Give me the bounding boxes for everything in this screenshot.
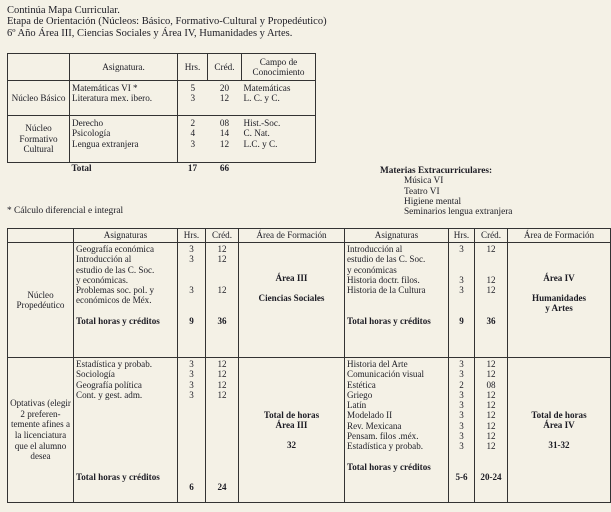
cred-value: 12 [486, 389, 496, 400]
cred-value: 12 [219, 138, 230, 149]
nucleo-formativo-hrs [178, 116, 208, 163]
cred-value: 12 [217, 244, 227, 254]
optativas-left-hrs [178, 358, 206, 503]
right-total-hrs: 5-6 [455, 471, 468, 482]
subject-name: y económicas [347, 264, 397, 275]
nucleo-basico-hrs [178, 81, 208, 116]
subject-name: Estadística y probab. [347, 441, 424, 452]
subject-name: y económicas. [76, 274, 129, 285]
hrs-value: 3 [189, 254, 194, 265]
left-total-label: Total horas y créditos [76, 472, 160, 483]
propedeutico-right-cred [475, 243, 508, 358]
hrs-value: 3 [190, 138, 196, 149]
optativas-left-subjects [74, 358, 178, 503]
right-total-cred: 36 [486, 316, 496, 327]
cred-value: 12 [217, 389, 227, 400]
cred-value: 12 [486, 420, 496, 431]
optativas-left-cred [206, 358, 239, 503]
nucleo-basico-subjects [70, 81, 178, 116]
area-iv-subtitle: Humanidades y Artes [532, 292, 587, 314]
hrs-value: 4 [190, 128, 196, 139]
cred-value: 12 [217, 359, 227, 369]
subject-name: Derecho [72, 118, 104, 128]
core-subjects-table [7, 53, 316, 175]
hrs-value: 3 [459, 389, 464, 400]
col-header-hrs: Hrs. [178, 229, 206, 243]
col-header-cred: Créd. [206, 229, 239, 243]
cred-value: 08 [486, 379, 496, 390]
subject-name: Estética [347, 379, 376, 390]
subject-name: Estadística y probab. [76, 359, 153, 369]
hrs-value: 3 [190, 93, 196, 104]
cred-value: 12 [217, 369, 227, 380]
subject-name: económicos de Méx. [76, 295, 152, 306]
right-total-hrs: 9 [459, 316, 464, 327]
cred-value: 12 [217, 285, 227, 296]
subject-name: Lengua extranjera [72, 138, 139, 149]
hrs-value: 3 [459, 431, 464, 442]
subject-name: Historia del Arte [347, 359, 408, 369]
nucleo-basico-campo [242, 81, 316, 116]
header-row [8, 229, 611, 243]
hrs-value: 3 [459, 285, 464, 296]
extracurricular-title: Materias Extracurriculares: [380, 166, 493, 176]
nucleo-basico-cred [208, 81, 242, 116]
cred-value: 12 [486, 285, 496, 296]
hrs-value: 3 [189, 379, 194, 390]
footnote: * Cálculo diferencial e integral [7, 206, 124, 216]
nucleo-basico-label: Núcleo Básico [8, 81, 70, 116]
col-header-blank [8, 229, 74, 243]
subject-name: Geografía política [76, 379, 142, 390]
subject-name: Literatura mex. ibero. [72, 93, 153, 104]
area-iv-total-value: 31-32 [548, 440, 570, 451]
area-iv-cell [508, 243, 611, 358]
hrs-value: 2 [190, 118, 196, 128]
cred-value: 14 [219, 128, 230, 139]
subject-name: Problemas soc. pol. y [76, 285, 155, 296]
hrs-value: 3 [459, 274, 464, 285]
propedeutico-label: Núcleo Propedéutico [8, 243, 74, 358]
col-header-cred: Créd. [475, 229, 508, 243]
hrs-value: 3 [459, 420, 464, 431]
area-iii-total-value: 32 [286, 440, 297, 451]
table-row [8, 243, 611, 358]
header-line-3: 6º Año Área III, Ciencias Sociales y Área IV, Humanidades y Artes. [7, 28, 293, 39]
cred-value: 12 [486, 369, 496, 380]
nucleo-formativo-campo [242, 116, 316, 163]
extracurricular-item: Higiene mental [404, 196, 462, 207]
area-iii-total-title: Total de horas Área III [263, 409, 320, 430]
col-header-asignatura: Asignatura. [70, 54, 178, 81]
subject-name: Rev. Mexicana [347, 420, 402, 431]
propedeutico-left-cred [206, 243, 239, 358]
right-total-label: Total horas y créditos [347, 461, 431, 472]
hrs-value: 3 [459, 369, 464, 380]
col-header-cred: Créd. [208, 54, 242, 81]
area-iv-total-title: Total de horas Área IV [531, 409, 587, 430]
propedeutico-right-subjects [345, 243, 449, 358]
subject-name: Sociología [76, 369, 115, 380]
cred-value: 12 [486, 244, 496, 254]
right-total-cred: 20-24 [480, 471, 502, 482]
area-iii-subtitle: Ciencias Sociales [258, 293, 325, 303]
extracurricular-item: Seminarios lengua extranjera [404, 207, 513, 218]
subject-name: Geografía económica [76, 244, 155, 254]
total-row [8, 163, 316, 176]
optativas-label: Optativas (elegir 2 preferen-temente afines a la licenciatura que el alumno desea [8, 358, 74, 503]
hrs-value: 3 [189, 359, 194, 369]
nucleo-formativo-label: Núcleo Formativo Cultural [8, 116, 70, 163]
propedeutico-left-subjects [74, 243, 178, 358]
subject-name: Matemáticas VI * [72, 83, 138, 93]
hrs-value: 3 [459, 244, 464, 254]
col-header-area: Área de Formación [508, 229, 611, 243]
subject-name: Griego [347, 389, 373, 400]
hrs-value: 3 [459, 410, 464, 421]
subject-name: estudio de las C. Soc. [347, 254, 426, 265]
cred-value: 08 [219, 118, 230, 128]
area-iii-cell [239, 243, 345, 358]
hrs-value: 3 [459, 441, 464, 452]
nucleo-formativo-subjects [70, 116, 178, 163]
subject-name: Introducción al [76, 254, 132, 265]
left-total-cred: 24 [217, 482, 227, 493]
col-header-campo: Campo de Conocimiento [242, 54, 316, 81]
subject-name: Historia de la Cultura [347, 285, 426, 296]
extracurricular-item: Teatro VI [404, 186, 440, 197]
cred-value: 12 [217, 379, 227, 390]
subject-name: Latín [347, 400, 367, 411]
table-row [8, 81, 316, 116]
total-hrs: 17 [178, 163, 208, 176]
cred-value: 12 [486, 410, 496, 421]
table-row [8, 116, 316, 163]
orientation-table [7, 228, 611, 503]
cred-value: 12 [217, 254, 227, 265]
campo-value: L. C. y C. [243, 93, 280, 104]
subject-name: Introducción al [347, 244, 403, 254]
hrs-value: 2 [459, 379, 464, 390]
total-cred: 66 [208, 163, 242, 176]
subject-name: Cont. y gest. adm. [76, 389, 143, 400]
hrs-value: 3 [189, 389, 194, 400]
extracurricular-list [380, 166, 512, 217]
total-label: Total [70, 163, 178, 176]
optativas-right-subjects [345, 358, 449, 503]
optativas-right-cred [475, 358, 508, 503]
left-total-hrs: 9 [189, 316, 194, 327]
col-header-blank [8, 54, 70, 81]
col-header-asignaturas: Asignaturas [74, 229, 178, 243]
subject-name: Historia doctr. filos. [347, 274, 420, 285]
cred-value: 12 [219, 93, 230, 104]
cred-value: 20 [219, 83, 230, 93]
cred-value: 12 [486, 431, 496, 442]
campo-value: Hist.-Soc. [243, 118, 281, 128]
hrs-value: 3 [189, 369, 194, 380]
subject-name: estudio de las C. Soc. [76, 264, 155, 275]
cred-value: 12 [486, 441, 496, 452]
area-iii-total-cell [239, 358, 345, 503]
hrs-value: 3 [459, 400, 464, 411]
col-header-asignaturas: Asignaturas [345, 229, 449, 243]
header-line-1: Continúa Mapa Curricular. [7, 5, 120, 16]
table-row [8, 358, 611, 503]
left-total-cred: 36 [217, 316, 227, 327]
hrs-value: 3 [189, 285, 194, 296]
subject-name: Psicología [72, 128, 111, 139]
cred-value: 12 [486, 274, 496, 285]
header-line-2: Etapa de Orientación (Núcleos: Básico, Formativo-Cultural y Propedéutico) [7, 16, 327, 27]
area-iv-title: Área IV [543, 272, 575, 283]
cred-value: 12 [486, 359, 496, 369]
left-total-hrs: 6 [189, 482, 194, 493]
subject-name: Comunicación visual [347, 369, 425, 380]
campo-value: C. Nat. [243, 128, 270, 139]
col-header-hrs: Hrs. [449, 229, 475, 243]
area-iv-total-cell [508, 358, 611, 503]
right-total-label: Total horas y créditos [347, 316, 431, 327]
nucleo-formativo-cred [208, 116, 242, 163]
col-header-area: Área de Formación [239, 229, 345, 243]
hrs-value: 3 [459, 359, 464, 369]
subject-name: Pensam. filos .méx. [347, 431, 419, 442]
extracurricular-item: Música VI [404, 176, 444, 187]
optativas-right-hrs [449, 358, 475, 503]
cred-value: 12 [486, 400, 496, 411]
left-total-label: Total horas y créditos [76, 315, 160, 326]
propedeutico-left-hrs [178, 243, 206, 358]
subject-name: Modelado II [347, 410, 393, 421]
area-iii-title: Área III [275, 272, 308, 283]
campo-value: L.C. y C. [243, 138, 278, 149]
hrs-value: 3 [189, 244, 194, 254]
hrs-value: 5 [190, 83, 196, 93]
col-header-hrs: Hrs. [178, 54, 208, 81]
campo-value: Matemáticas [243, 83, 291, 93]
propedeutico-right-hrs [449, 243, 475, 358]
